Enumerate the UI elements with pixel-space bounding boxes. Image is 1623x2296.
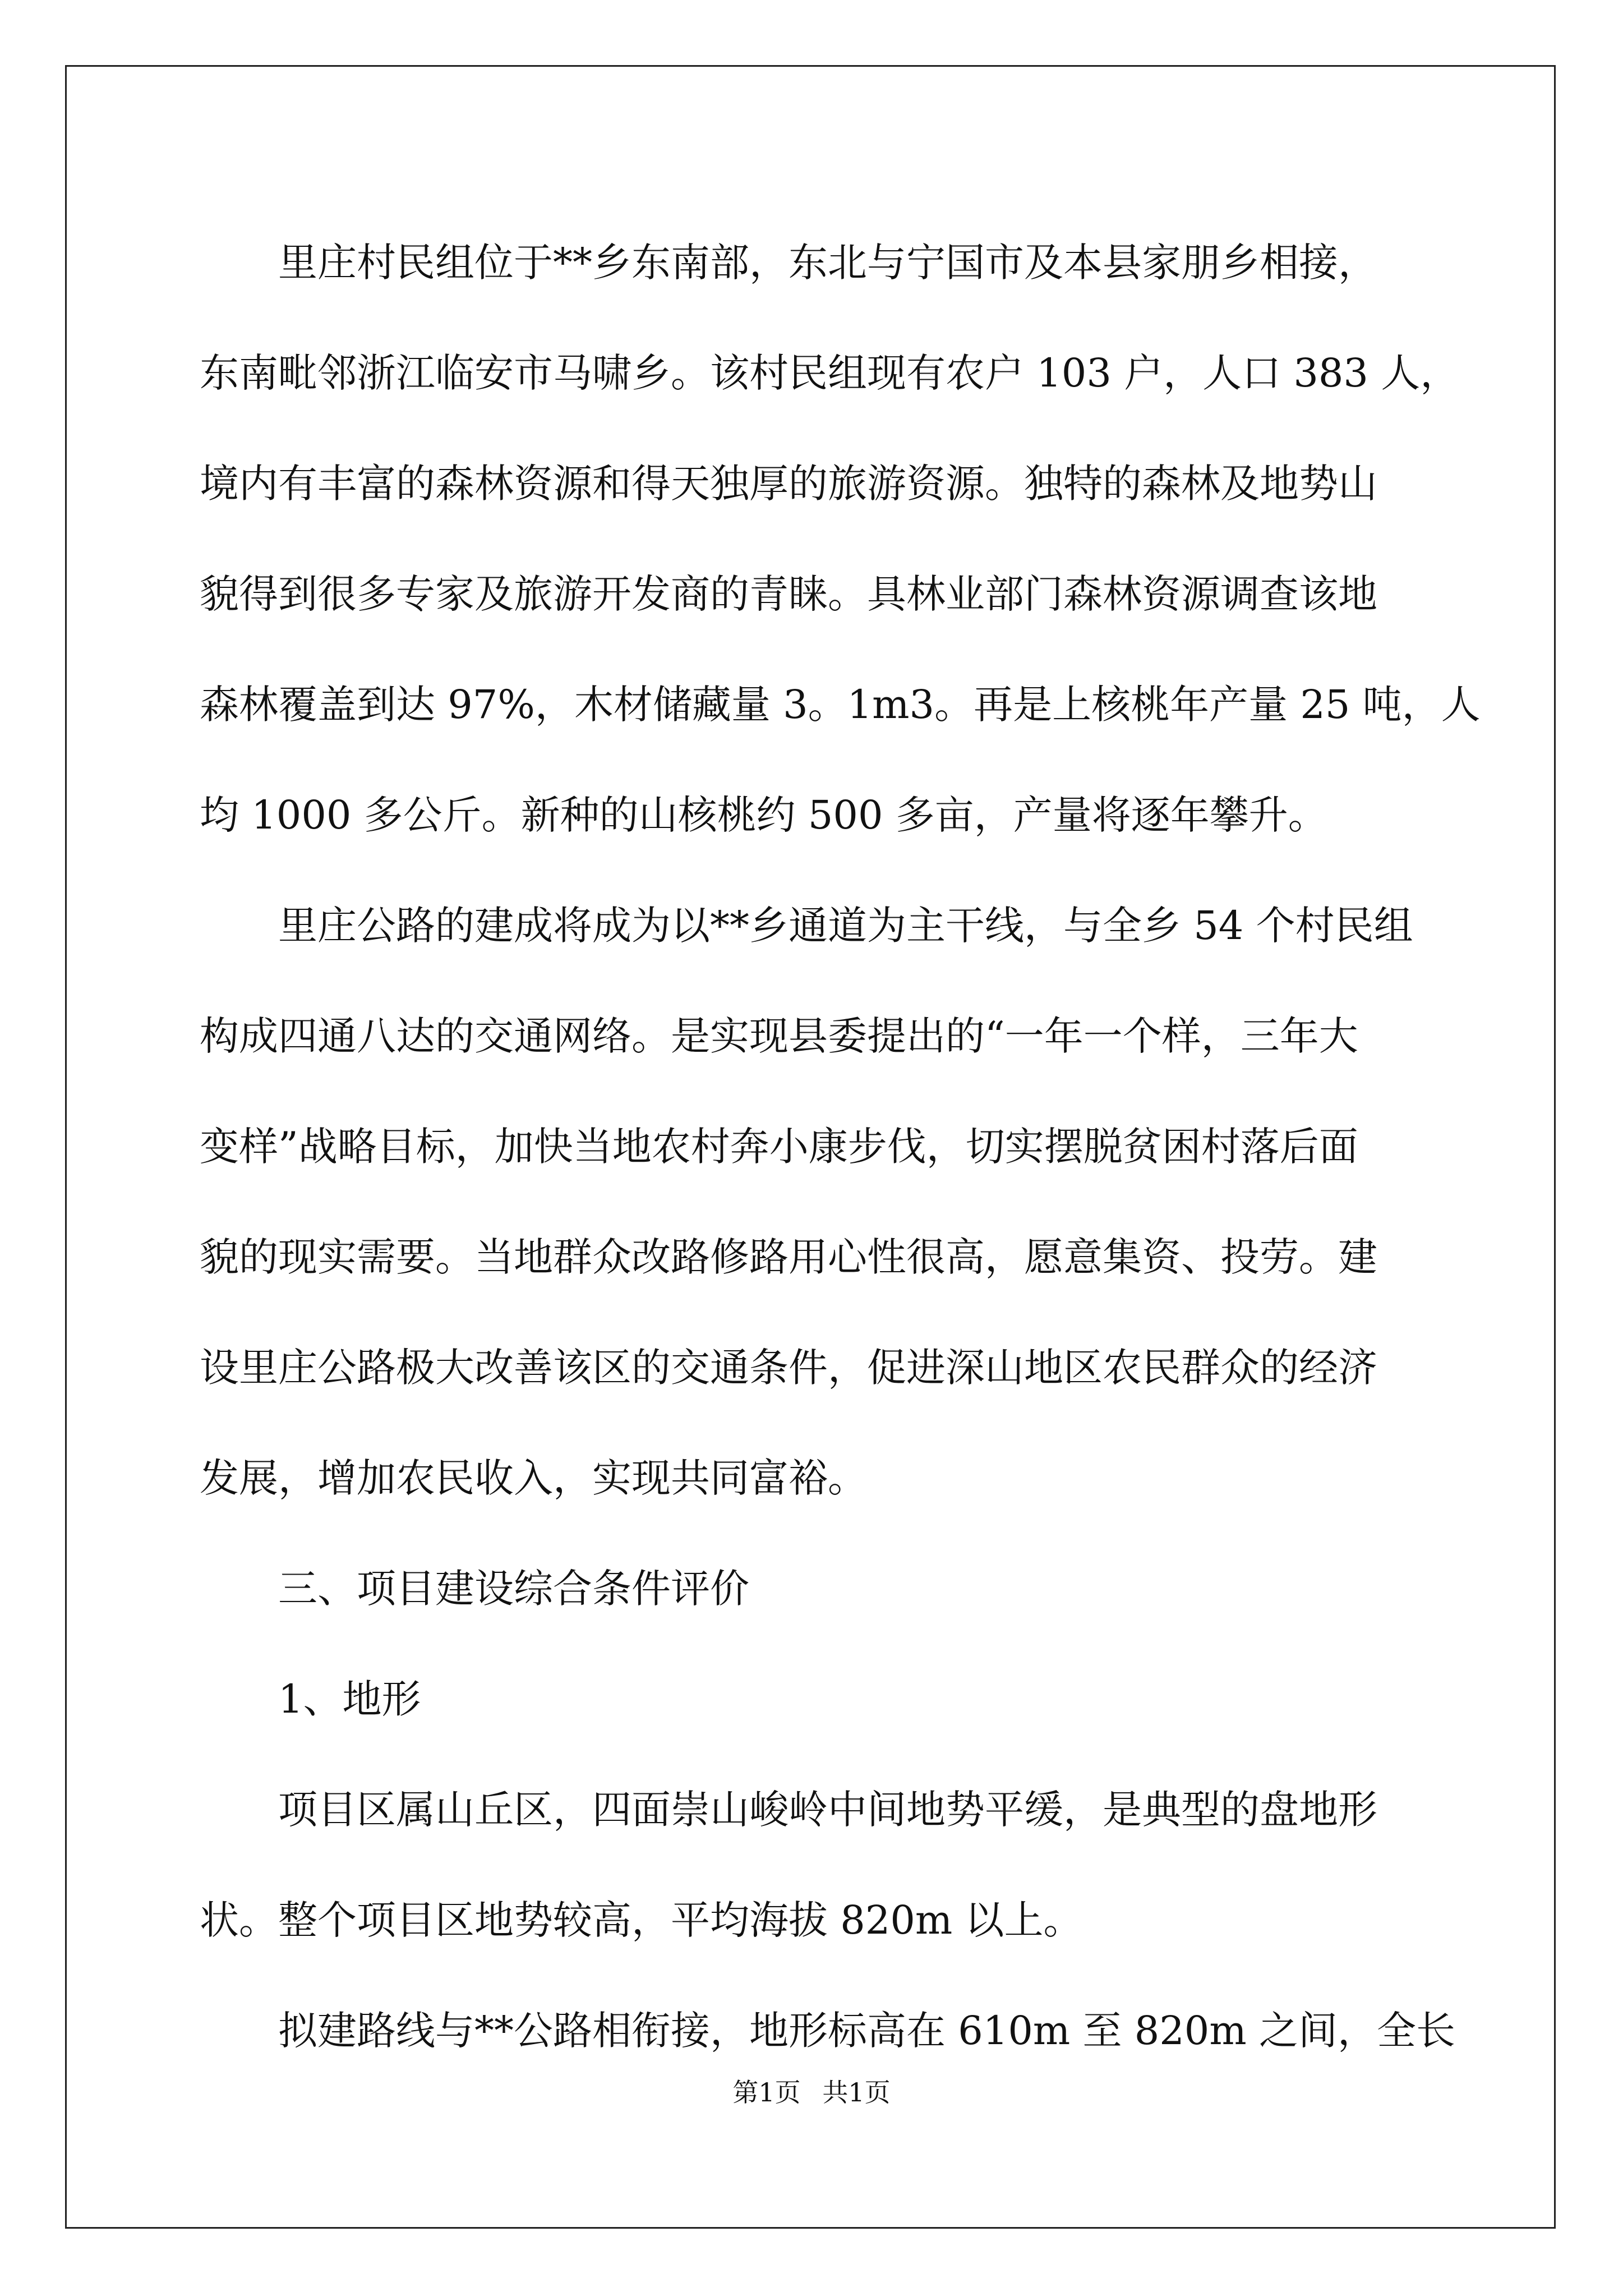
paragraph-village-overview bbox=[200, 208, 1481, 871]
text-line: 项目区属山丘区，四面崇山峻岭中间地势平缓，是典型的盘地形 bbox=[278, 1787, 1377, 1833]
text-line: 拟建路线与**公路相衔接，地形标高在 610m 至 820m 之间，全长 bbox=[278, 2008, 1455, 2054]
text-line: 状。整个项目区地势较高，平均海拔 820m 以上。 bbox=[200, 1897, 1083, 1943]
text-line: 貌得到很多专家及旅游开发商的青睐。具林业部门森林资源调查该地 bbox=[200, 571, 1377, 617]
text-line: 发展，增加农民收入，实现共同富裕。 bbox=[200, 1455, 867, 1501]
document-body bbox=[200, 208, 1481, 2086]
text-line: 貌的现实需要。当地群众改路修路用心性很高，愿意集资、投劳。建 bbox=[200, 1234, 1377, 1280]
text-line: 森林覆盖到达 97%，木材储藏量 3。1m3。再是上核桃年产量 25 吨，人 bbox=[200, 682, 1481, 728]
text-line: 均 1000 多公斤。新种的山核桃约 500 多亩，产量将逐年攀升。 bbox=[200, 792, 1327, 838]
subsection-heading: 1、地形 bbox=[278, 1676, 421, 1722]
text-line: 境内有丰富的森林资源和得天独厚的旅游资源。独特的森林及地势山 bbox=[200, 461, 1377, 507]
paragraph-road-significance bbox=[200, 871, 1433, 1534]
text-line: 构成四通八达的交通网络。是实现县委提出的“一年一个样，三年大 bbox=[200, 1013, 1358, 1059]
page-footer bbox=[0, 2076, 1623, 2109]
paragraph-route bbox=[200, 1976, 1455, 2086]
text-line: 里庄村民组位于**乡东南部，东北与宁国市及本县家朋乡相接， bbox=[278, 240, 1377, 286]
text-line: 设里庄公路极大改善该区的交通条件，促进深山地区农民群众的经济 bbox=[200, 1345, 1377, 1391]
page-total: 共1页 bbox=[822, 2077, 891, 2108]
paragraph-terrain bbox=[200, 1755, 1433, 1976]
text-line: 里庄公路的建成将成为以**乡通道为主干线，与全乡 54 个村民组 bbox=[278, 903, 1413, 949]
text-line: 东南毗邻浙江临安市马啸乡。该村民组现有农户 103 户，人口 383 人， bbox=[200, 350, 1460, 396]
page-number: 第1页 bbox=[732, 2077, 801, 2108]
section-heading: 三、项目建设综合条件评价 bbox=[278, 1566, 749, 1612]
text-line: 变样”战略目标，加快当地农村奔小康步伐，切实摆脱贫困村落后面 bbox=[200, 1124, 1358, 1170]
